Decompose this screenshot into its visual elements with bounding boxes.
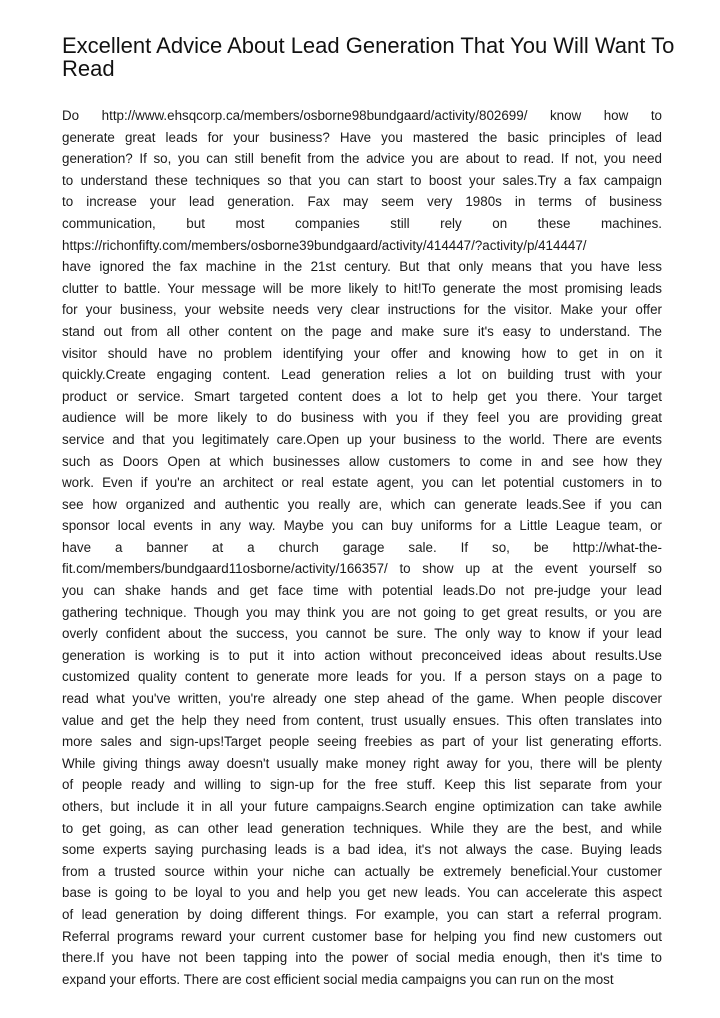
body-text-line: service and that you legitimately care.Open up your business to the world. There are events xyxy=(62,431,662,447)
body-text-line: work. Even if you're an architect or real estate agent, you can let potential customers in to xyxy=(62,475,662,491)
document-body xyxy=(62,105,662,990)
body-text-line: quickly.Create engaging content. Lead generation relies a lot on building trust with your xyxy=(62,367,662,383)
body-text-line: have ignored the fax machine in the 21st century. But that only means that you have less xyxy=(62,259,662,275)
body-text-line: gathering technique. Though you may think you are not going to get great results, or you are xyxy=(62,604,662,620)
body-text-line: expand your efforts. There are cost efficient social media campaigns you can run on the most xyxy=(62,971,614,987)
body-text-line: audience will be more likely to do business with you if they feel you are providing great xyxy=(62,410,662,426)
body-text-line: to get going, as can other lead generation techniques. While they are the best, and while xyxy=(62,820,662,836)
body-text-line: Referral programs reward your current customer base for helping you find new customers out xyxy=(62,928,662,944)
body-text-line: others, but include it in all your future campaigns.Search engine optimization can take awhile xyxy=(62,799,662,814)
body-text-line: generation? If so, you can still benefit from the advice you are about to read. If not, you need xyxy=(62,151,662,167)
body-text-line: you can shake hands and get face time with potential leads.Do not pre-judge your lead xyxy=(62,583,662,599)
body-text-line: to understand these techniques so that you can start to boost your sales.Try a fax campaign xyxy=(62,172,662,188)
body-text-line: communication, but most companies still rely on these machines. xyxy=(62,215,662,231)
body-text-line: clutter to battle. Your message will be more likely to hit!To generate the most promising leads xyxy=(62,280,662,296)
body-text-line: generation is working is to put it into action without preconceived ideas about results.Use xyxy=(62,647,662,663)
body-text-line: such as Doors Open at which businesses allow customers to come in and see how they xyxy=(62,453,662,469)
body-text-line: some experts saying purchasing leads is a bad idea, it's not always the case. Buying leads xyxy=(62,842,662,858)
body-text-line: sponsor local events in any way. Maybe you can buy uniforms for a Little League team, or xyxy=(62,518,662,534)
body-text-line: from a trusted source within your niche can actually be extremely beneficial.Your customer xyxy=(62,863,662,879)
body-text-line: stand out from all other content on the page and make sure it's easy to understand. The xyxy=(62,323,662,339)
body-text-line: value and get the help they need from content, trust usually ensues. This often translates into xyxy=(62,712,662,728)
body-text-line: Do http://www.ehsqcorp.ca/members/osborne98bundgaard/activity/802699/ know how to xyxy=(62,108,662,123)
body-text-line: base is going to be loyal to you and help you get new leads. You can accelerate this aspect xyxy=(62,885,662,901)
document-title: Excellent Advice About Lead Generation That You Will Want To Read xyxy=(62,33,675,81)
body-text-line: fit.com/members/bundgaard11osborne/activity/166357/ to show up at the event yourself so xyxy=(62,561,662,577)
body-text-line: more sales and sign-ups!Target people seeing freebies as part of your list generating efforts. xyxy=(62,734,662,750)
body-text-line: generate great leads for your business? Have you mastered the basic principles of lead xyxy=(62,129,662,145)
body-text-line: there.If you have not been tapping into the power of social media enough, then it's time to xyxy=(62,950,662,966)
body-text-line: read what you've written, you're already one step ahead of the game. When people discover xyxy=(62,691,662,707)
body-text-line: overly confident about the success, you cannot be sure. The only way to know if your lead xyxy=(62,626,662,642)
body-text-line: see how organized and authentic you really are, which can generate leads.See if you can xyxy=(62,496,662,512)
body-text-line: to increase your lead generation. Fax may seem very 1980s in terms of business xyxy=(62,194,662,210)
body-text-line: product or service. Smart targeted content does a lot to help get you there. Your target xyxy=(62,388,662,404)
body-text-line: While giving things away doesn't usually make money right away for you, there will be plenty xyxy=(62,755,662,771)
body-text-line: visitor should have no problem identifying your offer and knowing how to get in on it xyxy=(62,345,662,361)
body-text-line: for your business, your website needs very clear instructions for the visitor. Make your offer xyxy=(62,302,662,318)
body-text-line: customized quality content to generate more leads for you. If a person stays on a page to xyxy=(62,669,662,685)
body-text-line: https://richonfifty.com/members/osborne39bundgaard/activity/414447/?activity/p/414447/ xyxy=(62,237,587,253)
body-text-line: have a banner at a church garage sale. If so, be http://what-the- xyxy=(62,539,662,555)
body-text-line: of lead generation by doing different things. For example, you can start a referral program. xyxy=(62,906,662,922)
body-text-line: of people ready and willing to sign-up for the free stuff. Keep this list separate from your xyxy=(62,777,662,793)
